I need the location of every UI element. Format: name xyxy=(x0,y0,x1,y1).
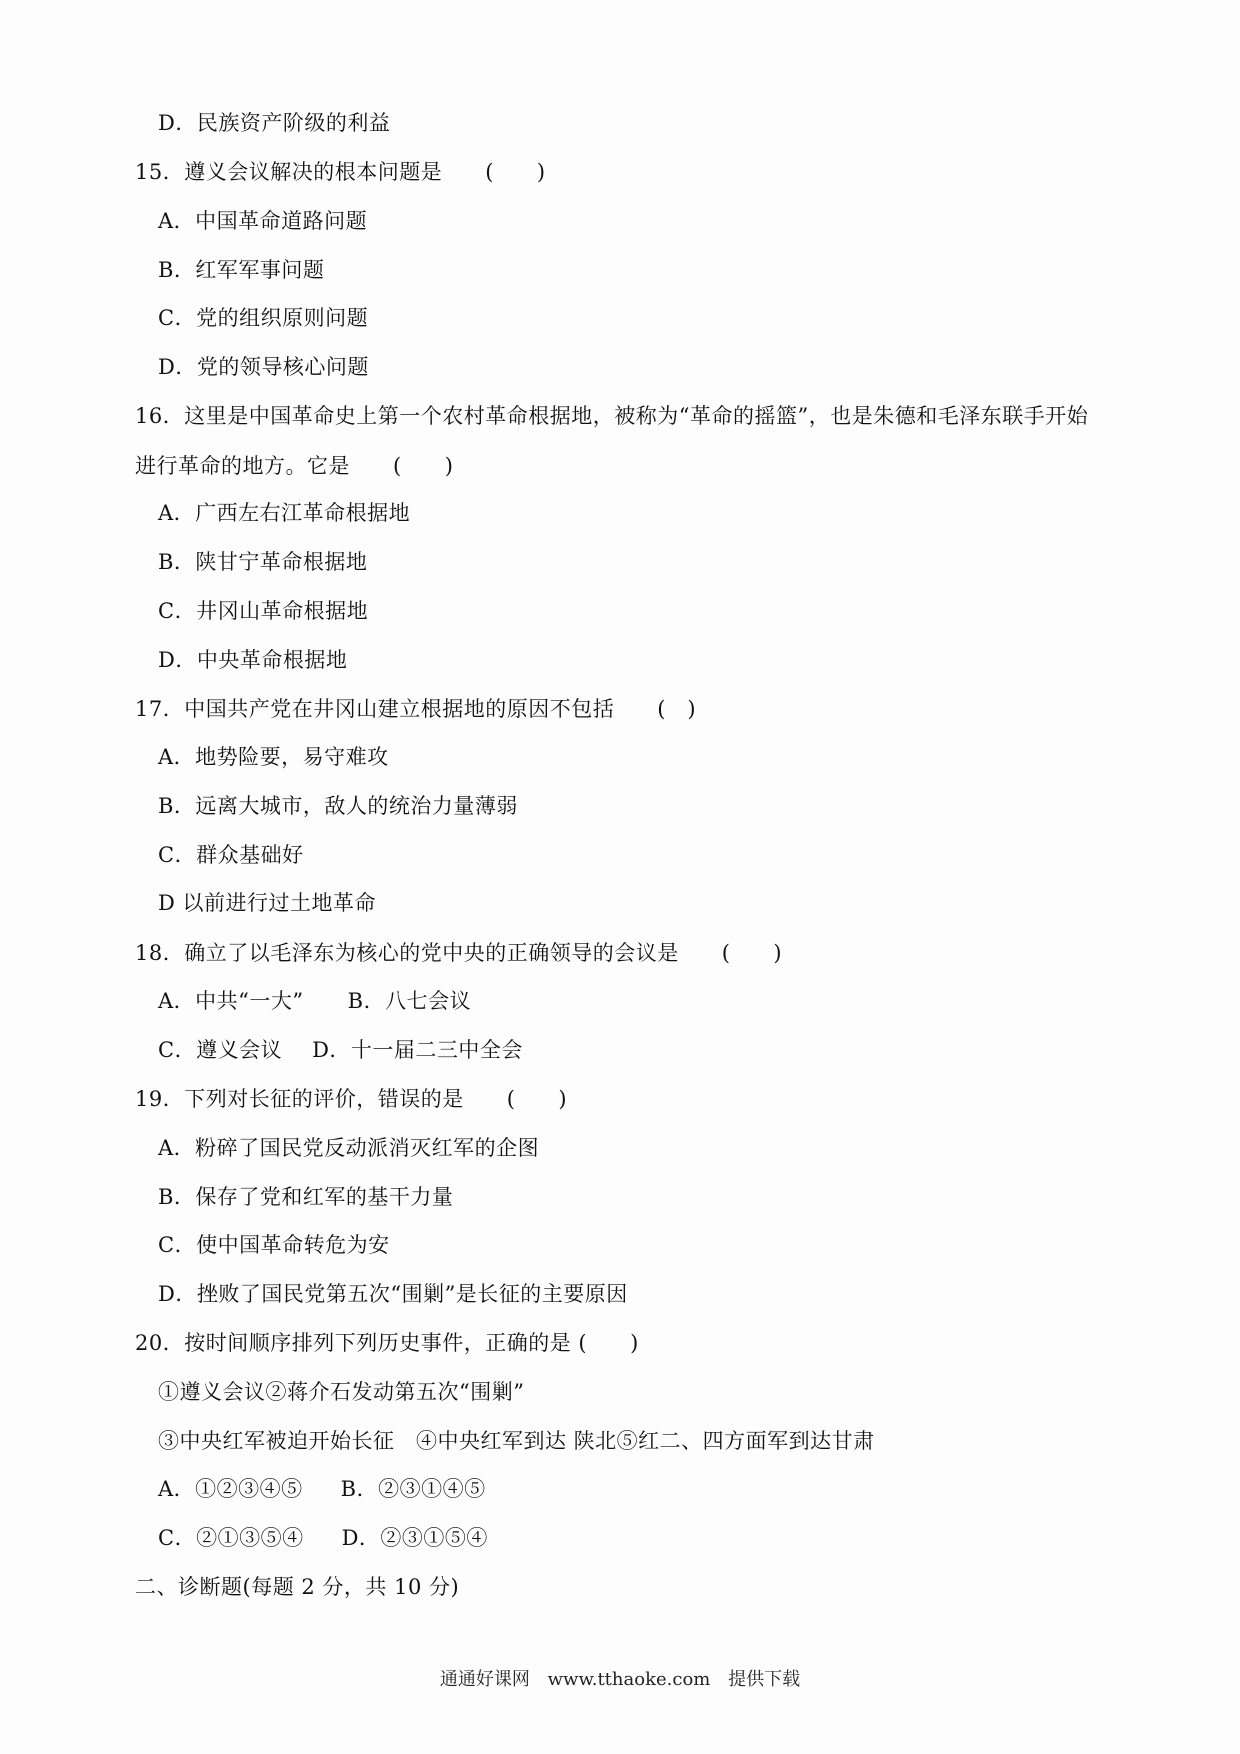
q15-stem: 15．遵义会议解决的根本问题是 ( ) xyxy=(135,160,546,184)
q20-stem: 20．按时间顺序排列下列历史事件，正确的是 ( ) xyxy=(135,1331,639,1355)
q20-option-c: C．②①③⑤④ xyxy=(158,1526,304,1550)
q15-option-a: A．中国革命道路问题 xyxy=(158,209,368,233)
q19-option-b: B．保存了党和红军的基干力量 xyxy=(158,1185,454,1209)
footer-site-name: 通通好课网 xyxy=(439,1669,530,1690)
section-heading-diagnosis: 二、诊断题(每题 2 分，共 10 分) xyxy=(135,1575,460,1599)
q18-options-ab xyxy=(158,986,471,1016)
q20-events-line2: ③中央红军被迫开始长征 ④中央红军到达 陕北⑤红二、四方面军到达甘肃 xyxy=(158,1429,875,1453)
q17-stem: 17．中国共产党在井冈山建立根据地的原因不包括 ( ) xyxy=(135,697,697,721)
q20-options-cd xyxy=(158,1523,488,1553)
q17-option-d: D 以前进行过土地革命 xyxy=(158,891,377,915)
q20-option-a: A．①②③④⑤ xyxy=(158,1477,303,1501)
q19-stem: 19．下列对长征的评价，错误的是 ( ) xyxy=(135,1087,568,1111)
q18-option-d: D．十一届二三中全会 xyxy=(312,1038,523,1062)
q19-option-d: D．挫败了国民党第五次“围剿”是长征的主要原因 xyxy=(158,1282,628,1306)
q18-option-a: A．中共“一大” xyxy=(158,989,304,1013)
q15-option-c: C．党的组织原则问题 xyxy=(158,306,369,330)
footer-note: 提供下载 xyxy=(728,1669,801,1690)
q16-stem-continued: 进行革命的地方。它是 ( ) xyxy=(135,454,454,478)
page-footer xyxy=(0,1667,1240,1693)
q16-stem: 16．这里是中国革命史上第一个农村革命根据地，被称为“革命的摇篮”，也是朱德和毛泽东联手开始 xyxy=(135,404,1089,428)
q16-option-a: A．广西左右江革命根据地 xyxy=(158,501,411,525)
q16-option-d: D．中央革命根据地 xyxy=(158,648,348,672)
q18-option-b: B．八七会议 xyxy=(347,989,472,1013)
q18-stem: 18．确立了以毛泽东为核心的党中央的正确领导的会议是 ( ) xyxy=(135,941,783,965)
q18-option-c: C．遵义会议 xyxy=(158,1038,283,1062)
q17-option-c: C．群众基础好 xyxy=(158,843,304,867)
q19-option-c: C．使中国革命转危为安 xyxy=(158,1233,390,1257)
q20-option-d: D．②③①⑤④ xyxy=(341,1526,488,1550)
q20-events-line1: ①遵义会议②蒋介石发动第五次“围剿” xyxy=(158,1380,525,1404)
q16-option-c: C．井冈山革命根据地 xyxy=(158,599,369,623)
q20-options-ab xyxy=(158,1474,486,1504)
q15-option-b: B．红军军事问题 xyxy=(158,258,325,282)
q14-option-d: D．民族资产阶级的利益 xyxy=(158,111,391,135)
q16-option-b: B．陕甘宁革命根据地 xyxy=(158,550,368,574)
q17-option-b: B．远离大城市，敌人的统治力量薄弱 xyxy=(158,794,518,818)
q18-options-cd xyxy=(158,1035,523,1065)
footer-url: www.tthaoke.com xyxy=(547,1669,711,1690)
q15-option-d: D．党的领导核心问题 xyxy=(158,355,369,379)
q20-option-b: B．②③①④⑤ xyxy=(340,1477,486,1501)
q17-option-a: A．地势险要，易守难攻 xyxy=(158,745,389,769)
q19-option-a: A．粉碎了国民党反动派消灭红军的企图 xyxy=(158,1136,540,1160)
